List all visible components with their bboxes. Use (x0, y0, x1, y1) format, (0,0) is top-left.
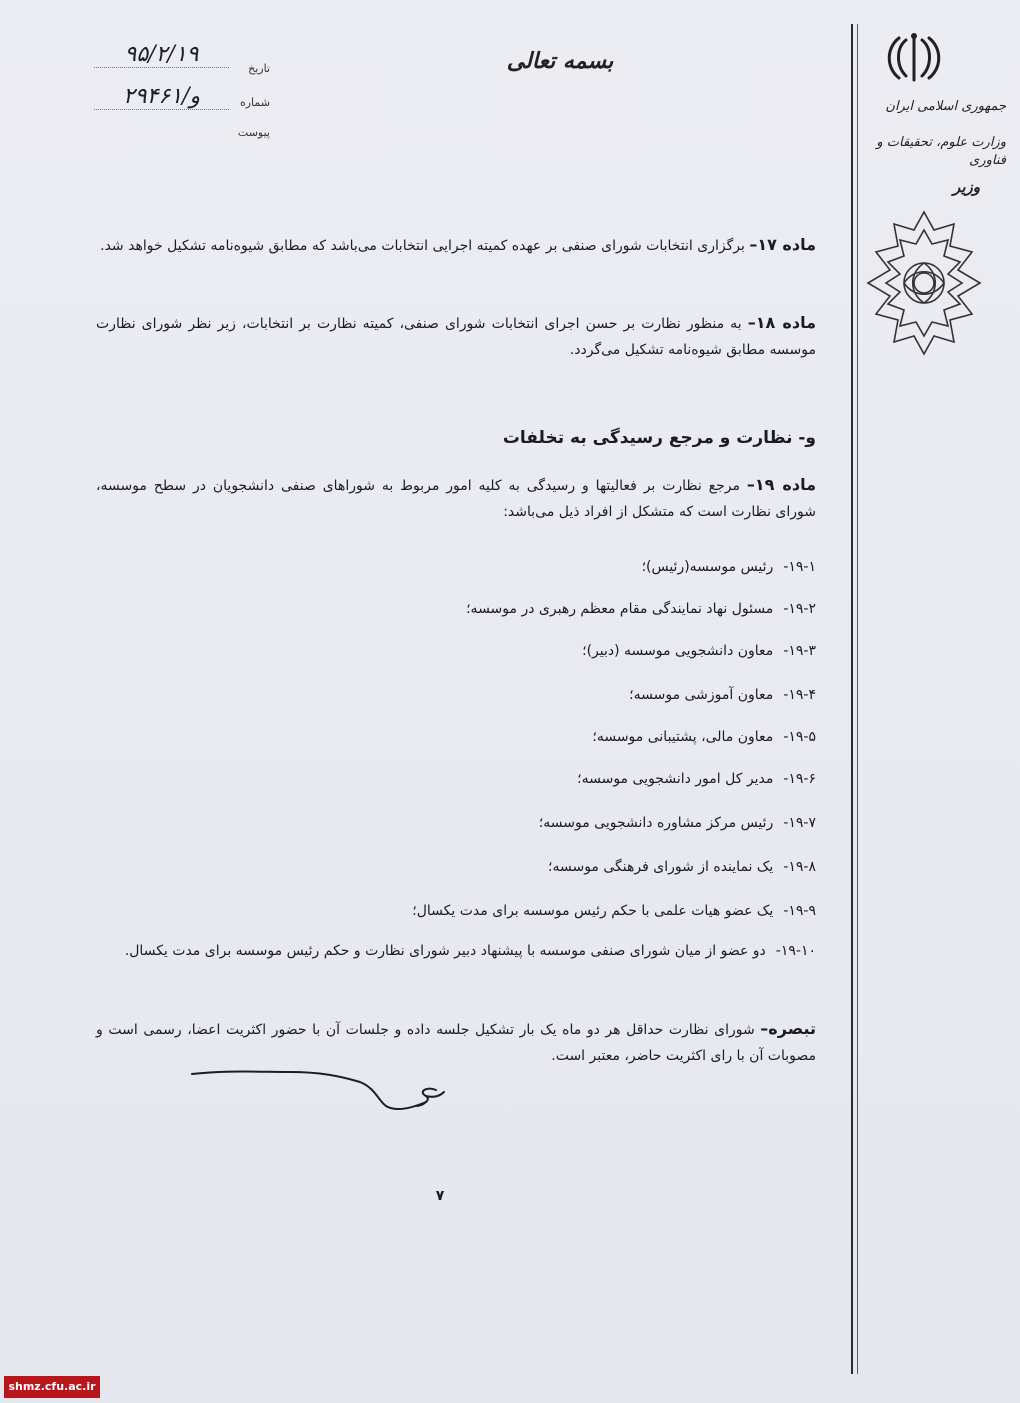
article-18-text: به منظور نظارت بر حسن اجرای انتخابات شورای صنفی، کمیته نظارت بر انتخابات، زیر نظر شورای نظارت موسسه مطابق شیوه‌نامه تشکیل می‌گردد. (96, 316, 816, 358)
date-value: ۹۵/۲/۱۹ (94, 42, 229, 68)
list-item (96, 854, 816, 880)
item-number: ۱۹-۱- (783, 559, 816, 575)
number-value: ۲۹۴۶۱/و (94, 84, 229, 110)
item-number: ۱۹-۵- (783, 729, 816, 745)
margin-rule-thin (857, 24, 858, 1374)
article-19 (96, 472, 816, 525)
item-number: ۱۹-۲- (783, 601, 816, 617)
number-label: شماره (239, 96, 270, 109)
list-item (96, 596, 816, 622)
site-badge: shmz.cfu.ac.ir (4, 1376, 100, 1398)
item-text: دو عضو از میان شورای صنفی موسسه با پیشنهاد دبیر شورای نظارت و حکم رئیس موسسه برای مدت یکسال. (124, 943, 766, 959)
date-label: تاریخ (248, 62, 270, 75)
item-text: رئیس موسسه(رئیس)؛ (641, 559, 774, 575)
item-number: ۱۹-۶- (783, 771, 816, 787)
article-19-text: مرجع نظارت بر فعالیتها و رسیدگی به کلیه امور مربوط به شوراهای صنفی دانشجویان در سطح موسسه، شورای نظارت است که متشکل از افراد ذیل می‌باشد: (96, 478, 816, 520)
item-text: یک عضو هیات علمی با حکم رئیس موسسه برای مدت یکسال؛ (412, 903, 774, 919)
item-number: ۱۹-۸- (783, 859, 816, 875)
list-item (96, 682, 816, 708)
item-number: ۱۹-۹- (783, 903, 816, 919)
section-heading: و- نظارت و مرجع رسیدگی به تخلفات (502, 428, 816, 448)
item-number: ۱۹-۱۰- (775, 943, 816, 959)
header-republic: جمهوری اسلامی ایران (885, 99, 1006, 114)
list-item (96, 938, 816, 964)
header-ministry: وزارت علوم، تحقیقات و فناوری (876, 135, 1006, 168)
note-title: تبصره– (760, 1019, 816, 1038)
attachment-label: پیوست (237, 126, 270, 139)
list-item (96, 898, 816, 924)
list-item (96, 638, 816, 664)
list-item (96, 810, 816, 836)
page-number: ۷ (435, 1188, 445, 1204)
margin-rule (851, 24, 853, 1374)
list-item (96, 554, 816, 580)
note-text: شورای نظارت حداقل هر دو ماه یک بار تشکیل جلسه داده و جلسات آن با حضور اکثریت اعضا، رسمی است و مصوبات آن با رای اکثریت حاضر، معتبر است. (96, 1022, 816, 1064)
article-19-title: ماده ۱۹– (746, 475, 816, 494)
item-text: مسئول نهاد نمایندگی مقام معظم رهبری در موسسه؛ (466, 601, 774, 617)
item-text: رئیس مرکز مشاوره دانشجویی موسسه؛ (538, 815, 774, 831)
emblem-icon (882, 30, 946, 86)
bismillah-heading: بسمه تعالی (506, 48, 614, 74)
item-number: ۱۹-۳- (783, 643, 816, 659)
ornament-icon (862, 208, 986, 358)
item-number: ۱۹-۴- (783, 687, 816, 703)
item-text: معاون دانشجویی موسسه (دبیر)؛ (582, 643, 774, 659)
header-office: وزیر (953, 178, 980, 196)
signature-icon (190, 1062, 450, 1122)
list-item (96, 724, 816, 750)
item-text: مدیر کل امور دانشجویی موسسه؛ (577, 771, 774, 787)
article-17 (96, 232, 816, 259)
list-item (96, 766, 816, 792)
article-17-title: ماده ۱۷– (749, 235, 816, 254)
article-18-title: ماده ۱۸– (747, 313, 817, 332)
item-text: معاون مالی، پشتیبانی موسسه؛ (592, 729, 774, 745)
article-18 (96, 310, 816, 363)
item-text: یک نماینده از شورای فرهنگی موسسه؛ (548, 859, 774, 875)
article-17-text: برگزاری انتخابات شورای صنفی بر عهده کمیته اجرایی انتخابات می‌باشد که مطابق شیوه‌نامه تشکیل خواهد شد. (100, 238, 750, 254)
item-number: ۱۹-۷- (783, 815, 816, 831)
item-text: معاون آموزشی موسسه؛ (629, 687, 774, 703)
